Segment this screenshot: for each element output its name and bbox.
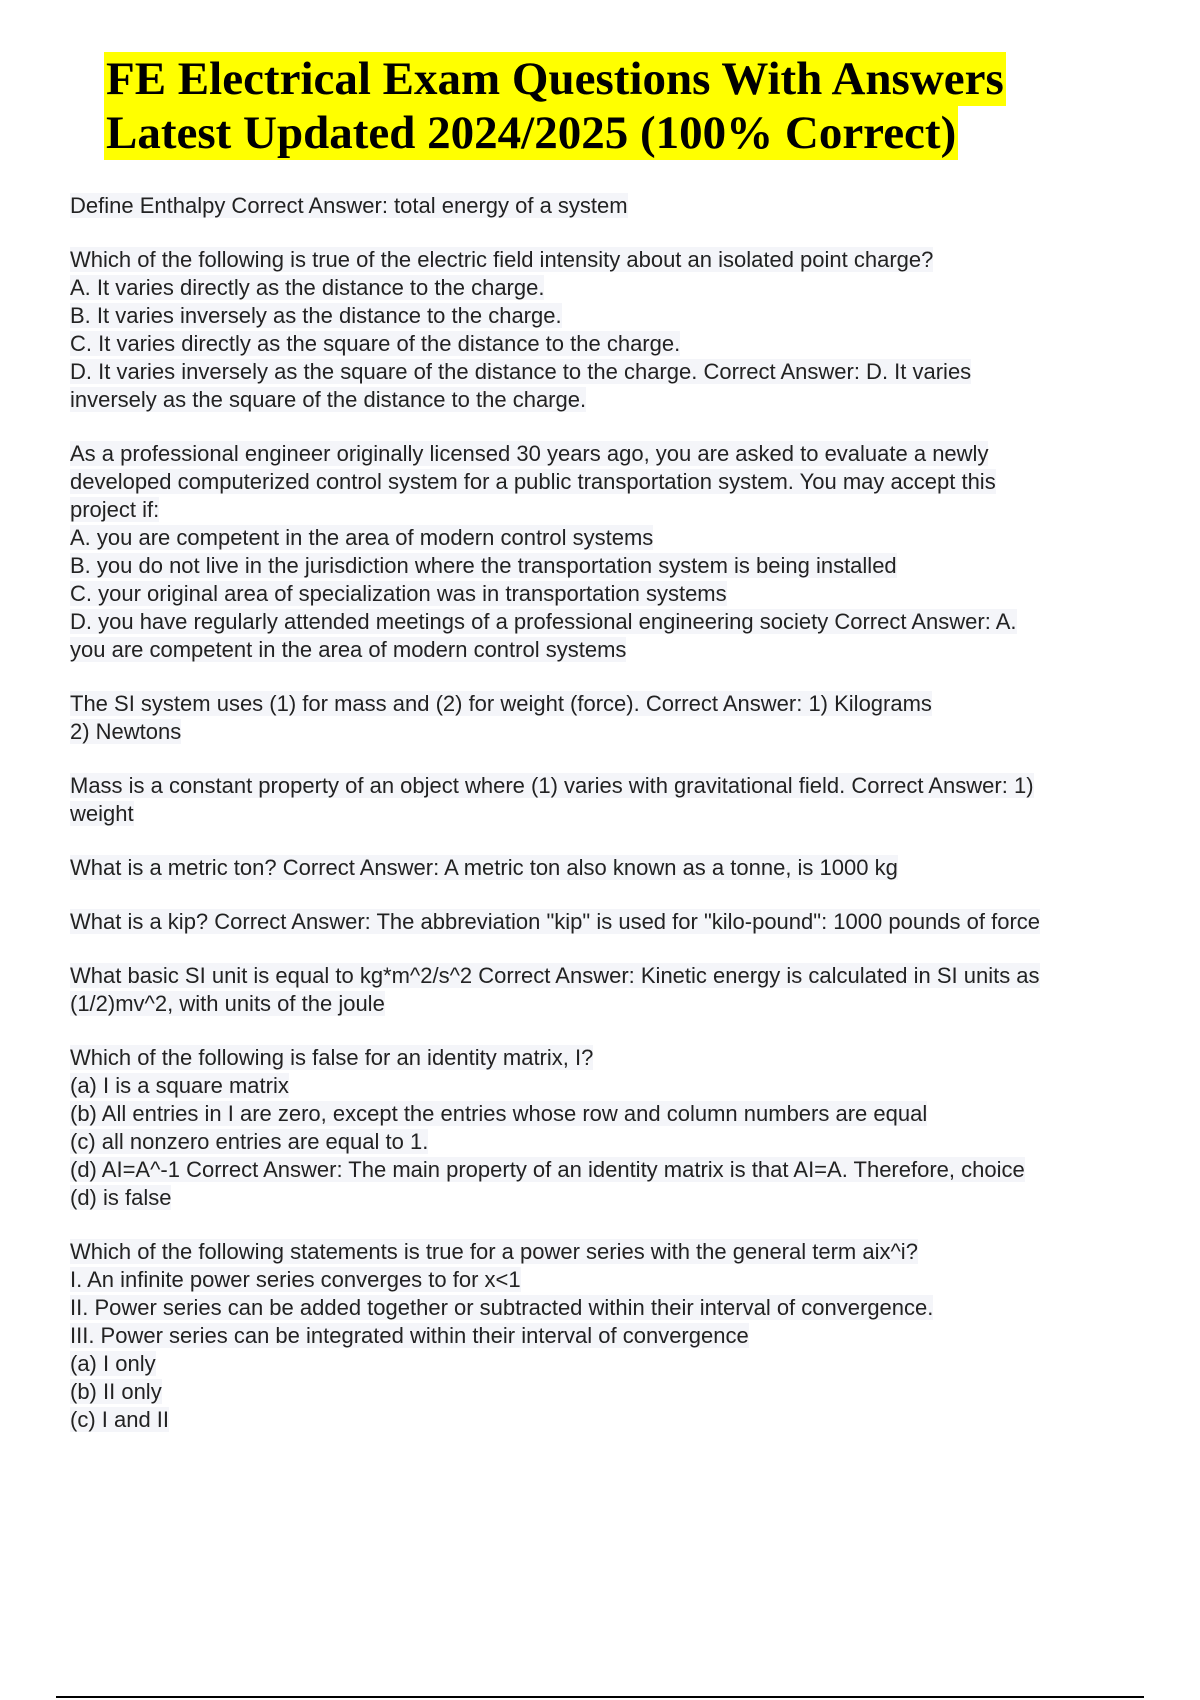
- text-line: B. you do not live in the jurisdiction where the transportation system is being installed: [70, 553, 897, 578]
- footer-divider: [56, 1696, 1144, 1698]
- text-line: (b) All entries in I are zero, except the entries whose row and column numbers are equal: [70, 1101, 928, 1126]
- text-line: What is a kip? Correct Answer: The abbreviation "kip" is used for "kilo-pound": 1000 pounds of force: [70, 909, 1041, 934]
- text-line: developed computerized control system for a public transportation system. You may accept this: [70, 469, 996, 494]
- text-line: inversely as the square of the distance to the charge.: [70, 387, 587, 412]
- qa-block: [70, 192, 1150, 220]
- text-line: C. your original area of specialization was in transportation systems: [70, 581, 727, 606]
- text-line: A. It varies directly as the distance to the charge.: [70, 275, 545, 300]
- text-line: (c) all nonzero entries are equal to 1.: [70, 1129, 429, 1154]
- text-line: (c) I and II: [70, 1407, 170, 1432]
- text-line: What is a metric ton? Correct Answer: A metric ton also known as a tonne, is 1000 kg: [70, 855, 898, 880]
- qa-block: [70, 908, 1150, 936]
- title-line: FE Electrical Exam Questions With Answers: [106, 53, 1004, 105]
- text-line: Which of the following is false for an identity matrix, I?: [70, 1045, 594, 1070]
- qa-block: [70, 962, 1150, 1018]
- text-line: (1/2)mv^2, with units of the joule: [70, 991, 385, 1016]
- text-line: D. you have regularly attended meetings of a professional engineering society Correct Answer: A.: [70, 609, 1017, 634]
- text-line: As a professional engineer originally licensed 30 years ago, you are asked to evaluate a newly: [70, 441, 989, 466]
- text-line: Define Enthalpy Correct Answer: total energy of a system: [70, 193, 628, 218]
- qa-block: [70, 1238, 1150, 1434]
- text-line: Mass is a constant property of an object where (1) varies with gravitational field. Correct Answer: 1): [70, 773, 1034, 798]
- text-line: 2) Newtons: [70, 719, 182, 744]
- text-line: III. Power series can be integrated within their interval of convergence: [70, 1323, 749, 1348]
- document-title: [104, 52, 1124, 160]
- text-line: A. you are competent in the area of modern control systems: [70, 525, 654, 550]
- text-line: (a) I only: [70, 1351, 156, 1376]
- text-line: C. It varies directly as the square of the distance to the charge.: [70, 331, 681, 356]
- text-line: you are competent in the area of modern control systems: [70, 637, 627, 662]
- text-line: (b) II only: [70, 1379, 162, 1404]
- text-line: I. An infinite power series converges to for x<1: [70, 1267, 521, 1292]
- title-line: Latest Updated 2024/2025 (100% Correct): [106, 107, 957, 159]
- text-line: weight: [70, 801, 134, 826]
- text-line: (d) AI=A^-1 Correct Answer: The main property of an identity matrix is that AI=A. Therefore, choice: [70, 1157, 1025, 1182]
- text-line: project if:: [70, 497, 160, 522]
- text-line: B. It varies inversely as the distance to the charge.: [70, 303, 562, 328]
- qa-block: [70, 772, 1150, 828]
- text-line: (a) I is a square matrix: [70, 1073, 289, 1098]
- qa-block: [70, 246, 1150, 414]
- qa-block: [70, 1044, 1150, 1212]
- qa-block: [70, 440, 1150, 664]
- text-line: (d) is false: [70, 1185, 172, 1210]
- text-line: D. It varies inversely as the square of the distance to the charge. Correct Answer: D. It varies: [70, 359, 972, 384]
- text-line: Which of the following statements is true for a power series with the general term aix^i?: [70, 1239, 918, 1264]
- qa-list: [70, 192, 1150, 1460]
- text-line: II. Power series can be added together or subtracted within their interval of convergence.: [70, 1295, 934, 1320]
- text-line: What basic SI unit is equal to kg*m^2/s^2 Correct Answer: Kinetic energy is calculated in SI units as: [70, 963, 1040, 988]
- text-line: The SI system uses (1) for mass and (2) for weight (force). Correct Answer: 1) Kilograms: [70, 691, 932, 716]
- qa-block: [70, 854, 1150, 882]
- text-line: Which of the following is true of the electric field intensity about an isolated point charge?: [70, 247, 934, 272]
- qa-block: [70, 690, 1150, 746]
